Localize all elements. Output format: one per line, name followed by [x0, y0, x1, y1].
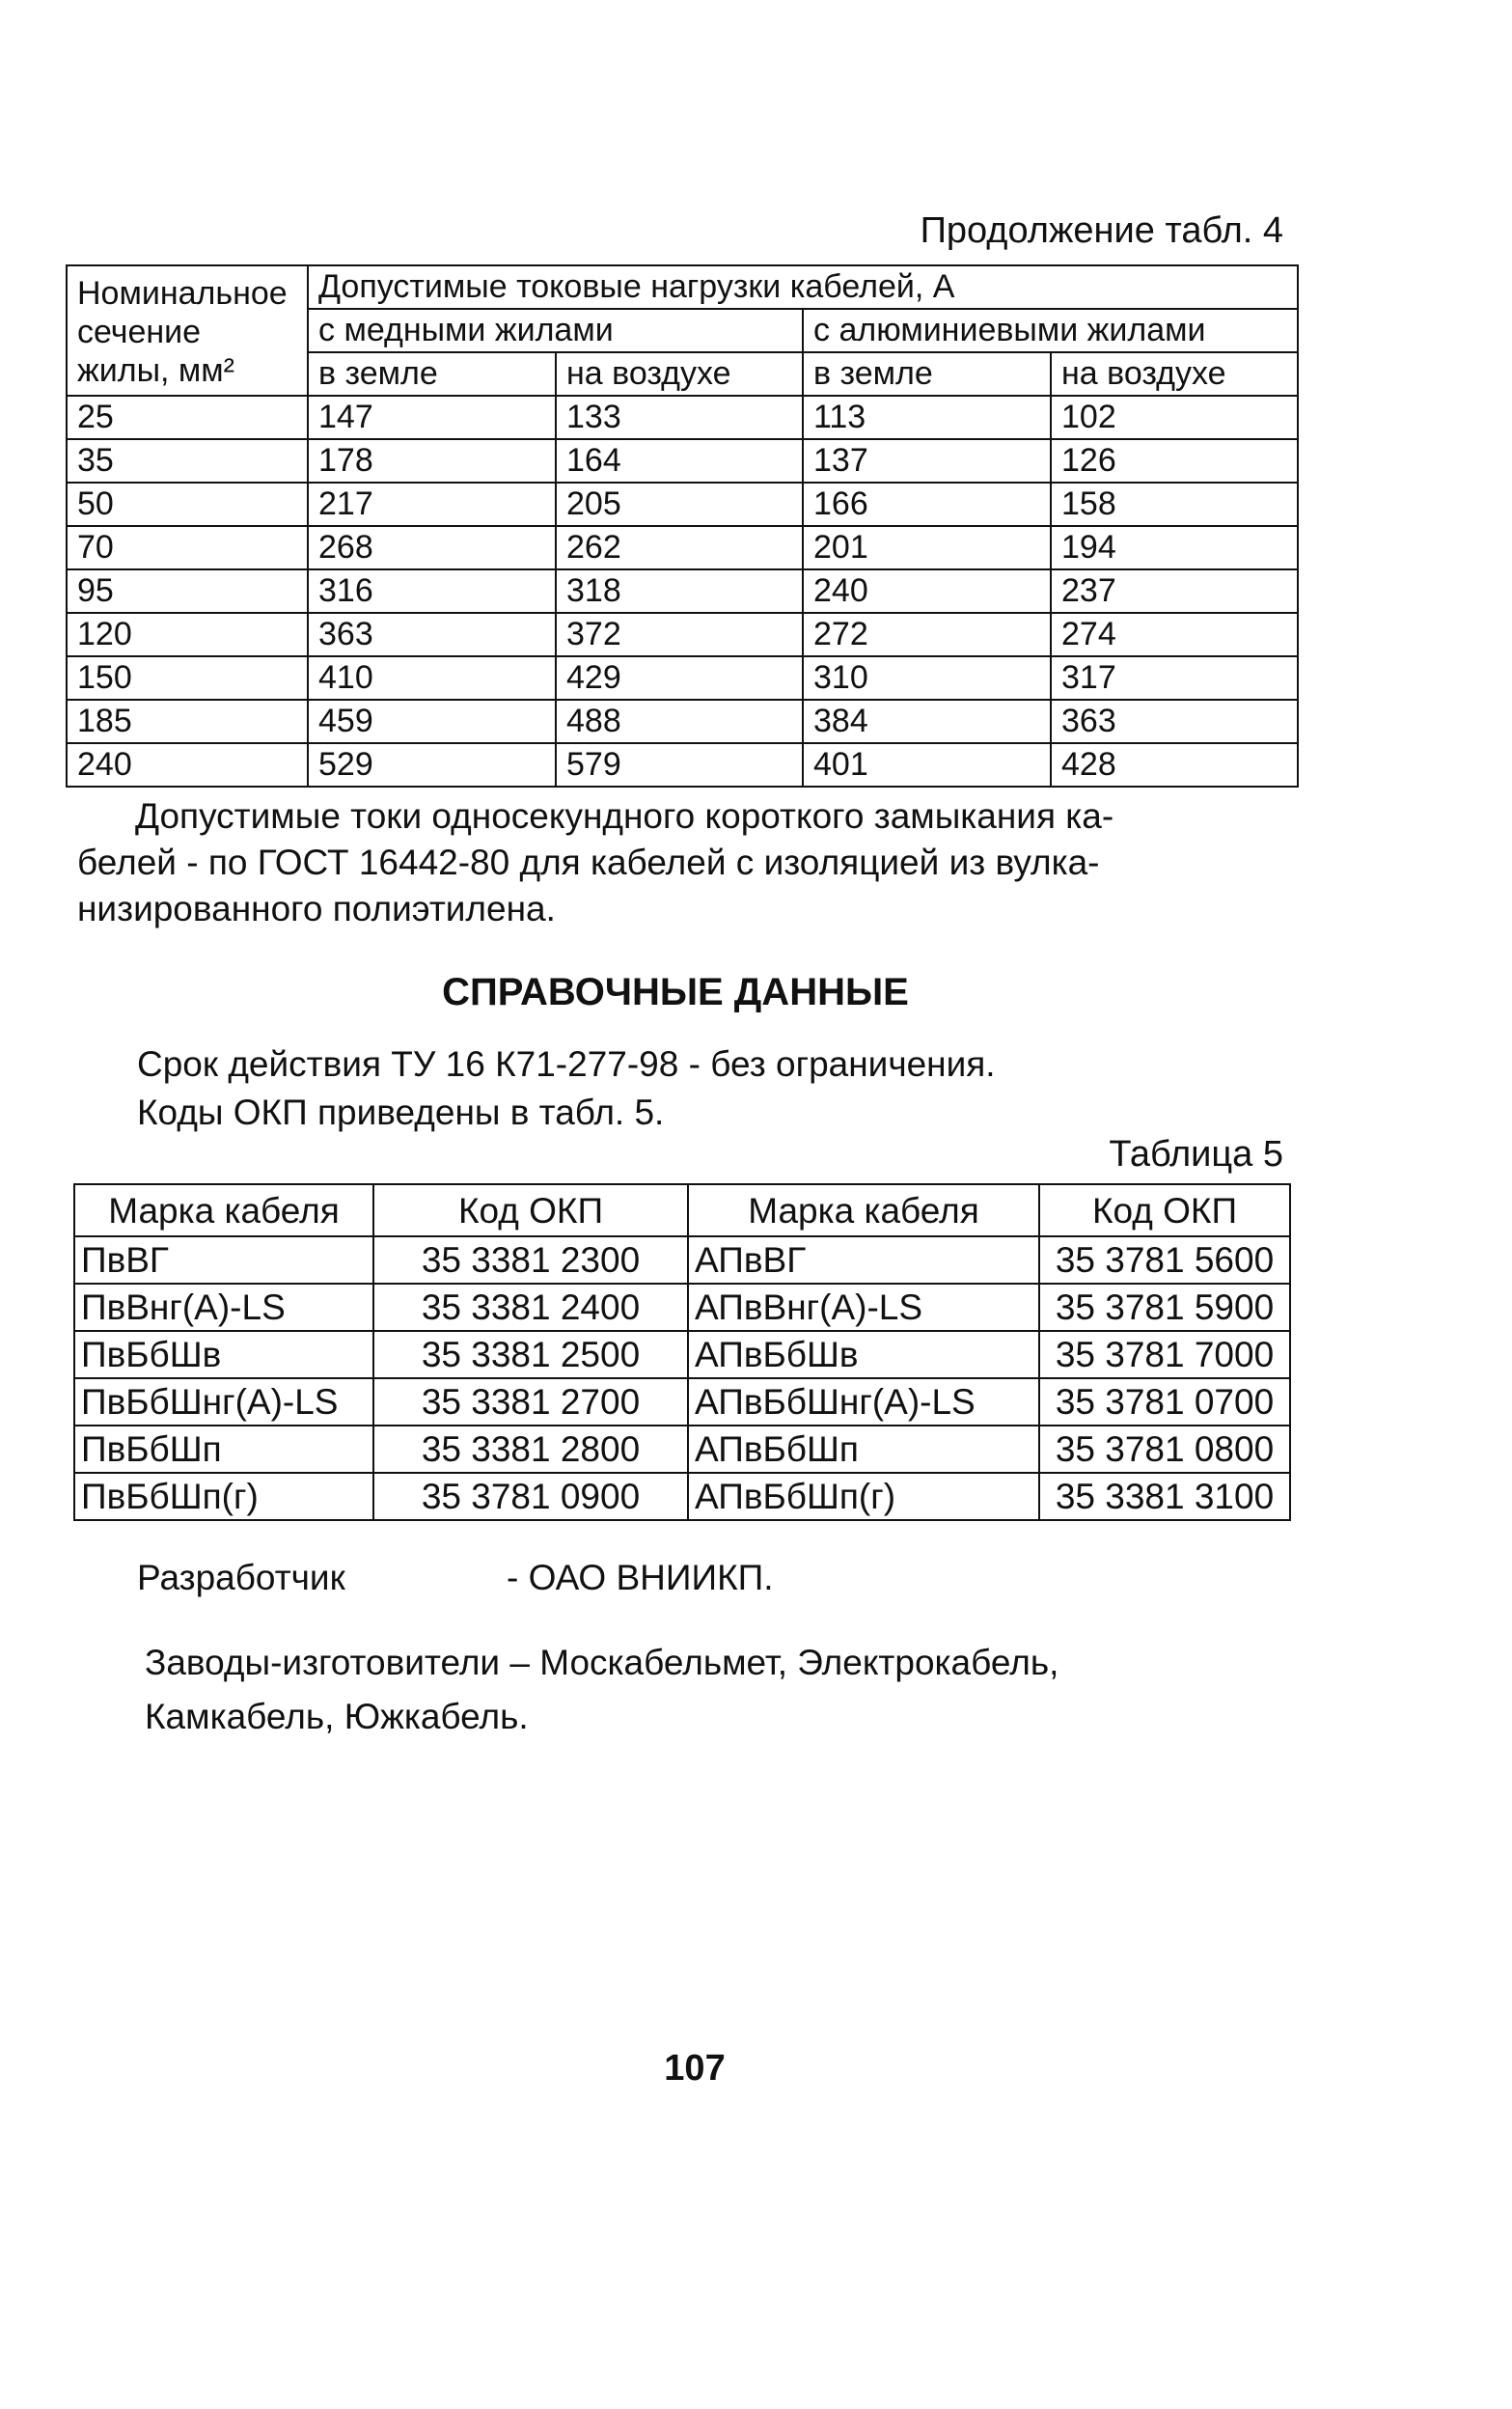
table4-caption: Продолжение табл. 4 — [920, 210, 1283, 251]
okp-code-cell: 35 3381 2300 — [373, 1236, 688, 1284]
loads-header: Допустимые токовые нагрузки кабелей, А — [308, 265, 1298, 309]
cable-brand-cell: АПвБбШв — [688, 1331, 1039, 1378]
current-cell: 318 — [556, 569, 803, 613]
okp-code-cell: 35 3381 2700 — [373, 1378, 688, 1426]
table-row — [74, 1236, 1290, 1284]
section-header: Номинальное сечение жилы, мм² — [67, 265, 308, 396]
current-cell: 272 — [803, 613, 1051, 656]
okp-code-cell: 35 3781 5900 — [1039, 1284, 1290, 1331]
okp-code-cell: 35 3781 0700 — [1039, 1378, 1290, 1426]
current-cell: 262 — [556, 526, 803, 569]
section-cell: 70 — [67, 526, 308, 569]
current-cell: 428 — [1051, 743, 1298, 787]
current-cell: 310 — [803, 656, 1051, 700]
current-cell: 217 — [308, 483, 556, 526]
table-row — [67, 700, 1298, 743]
copper-ground-header: в земле — [308, 352, 556, 396]
current-cell: 410 — [308, 656, 556, 700]
table-row — [74, 1473, 1290, 1520]
current-cell: 268 — [308, 526, 556, 569]
current-cell: 363 — [308, 613, 556, 656]
table-row — [67, 396, 1298, 439]
okp-code-cell: 35 3781 5600 — [1039, 1236, 1290, 1284]
table-row — [74, 1378, 1290, 1426]
table-row — [74, 1331, 1290, 1378]
current-cell: 137 — [803, 439, 1051, 483]
cable-brand-cell: ПвВГ — [74, 1236, 373, 1284]
section-cell: 120 — [67, 613, 308, 656]
current-cell: 205 — [556, 483, 803, 526]
okp-code-cell: 35 3381 2500 — [373, 1331, 688, 1378]
current-cell: 384 — [803, 700, 1051, 743]
current-cell: 401 — [803, 743, 1051, 787]
cable-brand-cell: ПвБбШп — [74, 1426, 373, 1473]
current-cell: 178 — [308, 439, 556, 483]
okp-code-cell: 35 3381 3100 — [1039, 1473, 1290, 1520]
current-cell: 201 — [803, 526, 1051, 569]
current-cell: 166 — [803, 483, 1051, 526]
cable-brand-cell: АПвБбШнг(А)-LS — [688, 1378, 1039, 1426]
current-cell: 363 — [1051, 700, 1298, 743]
current-cell: 237 — [1051, 569, 1298, 613]
note-line-3: низированного полиэтилена. — [77, 889, 556, 928]
developer-label: Разработчик — [137, 1558, 345, 1597]
section-cell: 35 — [67, 439, 308, 483]
cable-brand-cell: ПвВнг(А)-LS — [74, 1284, 373, 1331]
note-line-2: белей - по ГОСТ 16442-80 для кабелей с изоляцией из вулка- — [77, 843, 1100, 882]
current-cell: 147 — [308, 396, 556, 439]
aluminium-ground-header: в земле — [803, 352, 1051, 396]
current-cell: 429 — [556, 656, 803, 700]
section-cell: 150 — [67, 656, 308, 700]
section-cell: 185 — [67, 700, 308, 743]
copper-header: с медными жилами — [308, 309, 803, 352]
current-cell: 126 — [1051, 439, 1298, 483]
brand-header-1: Марка кабеля — [74, 1184, 373, 1236]
current-cell: 274 — [1051, 613, 1298, 656]
table-row — [67, 526, 1298, 569]
current-cell: 194 — [1051, 526, 1298, 569]
reference-title: СПРАВОЧНЫЕ ДАННЫЕ — [442, 971, 909, 1013]
manufacturers-text: Заводы-изготовители – Москабельмет, Электрокабель, Камкабель, Южкабель. — [145, 1643, 1059, 1736]
current-cell: 316 — [308, 569, 556, 613]
brand-header-2: Марка кабеля — [688, 1184, 1039, 1236]
note-line-1: Допустимые токи односекундного короткого замыкания ка- — [135, 796, 1114, 836]
cable-brand-cell: ПвБбШнг(А)-LS — [74, 1378, 373, 1426]
developer-value: - ОАО ВНИИКП. — [507, 1558, 774, 1597]
aluminium-air-header: на воздухе — [1051, 352, 1298, 396]
cable-brand-cell: АПвБбШп — [688, 1426, 1039, 1473]
code-header-2: Код ОКП — [1039, 1184, 1290, 1236]
table-row — [67, 613, 1298, 656]
current-load-table — [66, 264, 1299, 788]
cable-brand-cell: ПвБбШп(г) — [74, 1473, 373, 1520]
validity-line: Срок действия ТУ 16 К71-277-98 - без ограничения. — [137, 1044, 996, 1084]
table-row — [67, 656, 1298, 700]
okp-code-cell: 35 3781 0900 — [373, 1473, 688, 1520]
current-cell: 133 — [556, 396, 803, 439]
current-cell: 488 — [556, 700, 803, 743]
code-header-1: Код ОКП — [373, 1184, 688, 1236]
cable-brand-cell: АПвБбШп(г) — [688, 1473, 1039, 1520]
okp-code-cell: 35 3781 7000 — [1039, 1331, 1290, 1378]
section-cell: 25 — [67, 396, 308, 439]
okp-code-cell: 35 3781 0800 — [1039, 1426, 1290, 1473]
current-cell: 113 — [803, 396, 1051, 439]
section-cell: 95 — [67, 569, 308, 613]
table-row — [74, 1284, 1290, 1331]
cable-brand-cell: АПвВГ — [688, 1236, 1039, 1284]
cable-brand-cell: АПвВнг(А)-LS — [688, 1284, 1039, 1331]
current-cell: 102 — [1051, 396, 1298, 439]
table-row — [67, 483, 1298, 526]
table-row — [67, 743, 1298, 787]
current-cell: 579 — [556, 743, 803, 787]
current-cell: 158 — [1051, 483, 1298, 526]
table-row — [67, 569, 1298, 613]
copper-air-header: на воздухе — [556, 352, 803, 396]
okp-code-table — [73, 1183, 1291, 1521]
short-circuit-note — [77, 793, 1283, 932]
section-cell: 50 — [67, 483, 308, 526]
okp-codes-line: Коды ОКП приведены в табл. 5. — [137, 1093, 665, 1132]
okp-code-cell: 35 3381 2800 — [373, 1426, 688, 1473]
table-row — [74, 1426, 1290, 1473]
current-cell: 240 — [803, 569, 1051, 613]
current-cell: 317 — [1051, 656, 1298, 700]
current-cell: 372 — [556, 613, 803, 656]
current-cell: 164 — [556, 439, 803, 483]
section-cell: 240 — [67, 743, 308, 787]
aluminium-header: с алюминиевыми жилами — [803, 309, 1298, 352]
current-cell: 459 — [308, 700, 556, 743]
current-cell: 529 — [308, 743, 556, 787]
table-row — [67, 439, 1298, 483]
okp-code-cell: 35 3381 2400 — [373, 1284, 688, 1331]
page-number: 107 — [664, 2048, 726, 2089]
cable-brand-cell: ПвБбШв — [74, 1331, 373, 1378]
table5-caption: Таблица 5 — [1109, 1134, 1283, 1175]
